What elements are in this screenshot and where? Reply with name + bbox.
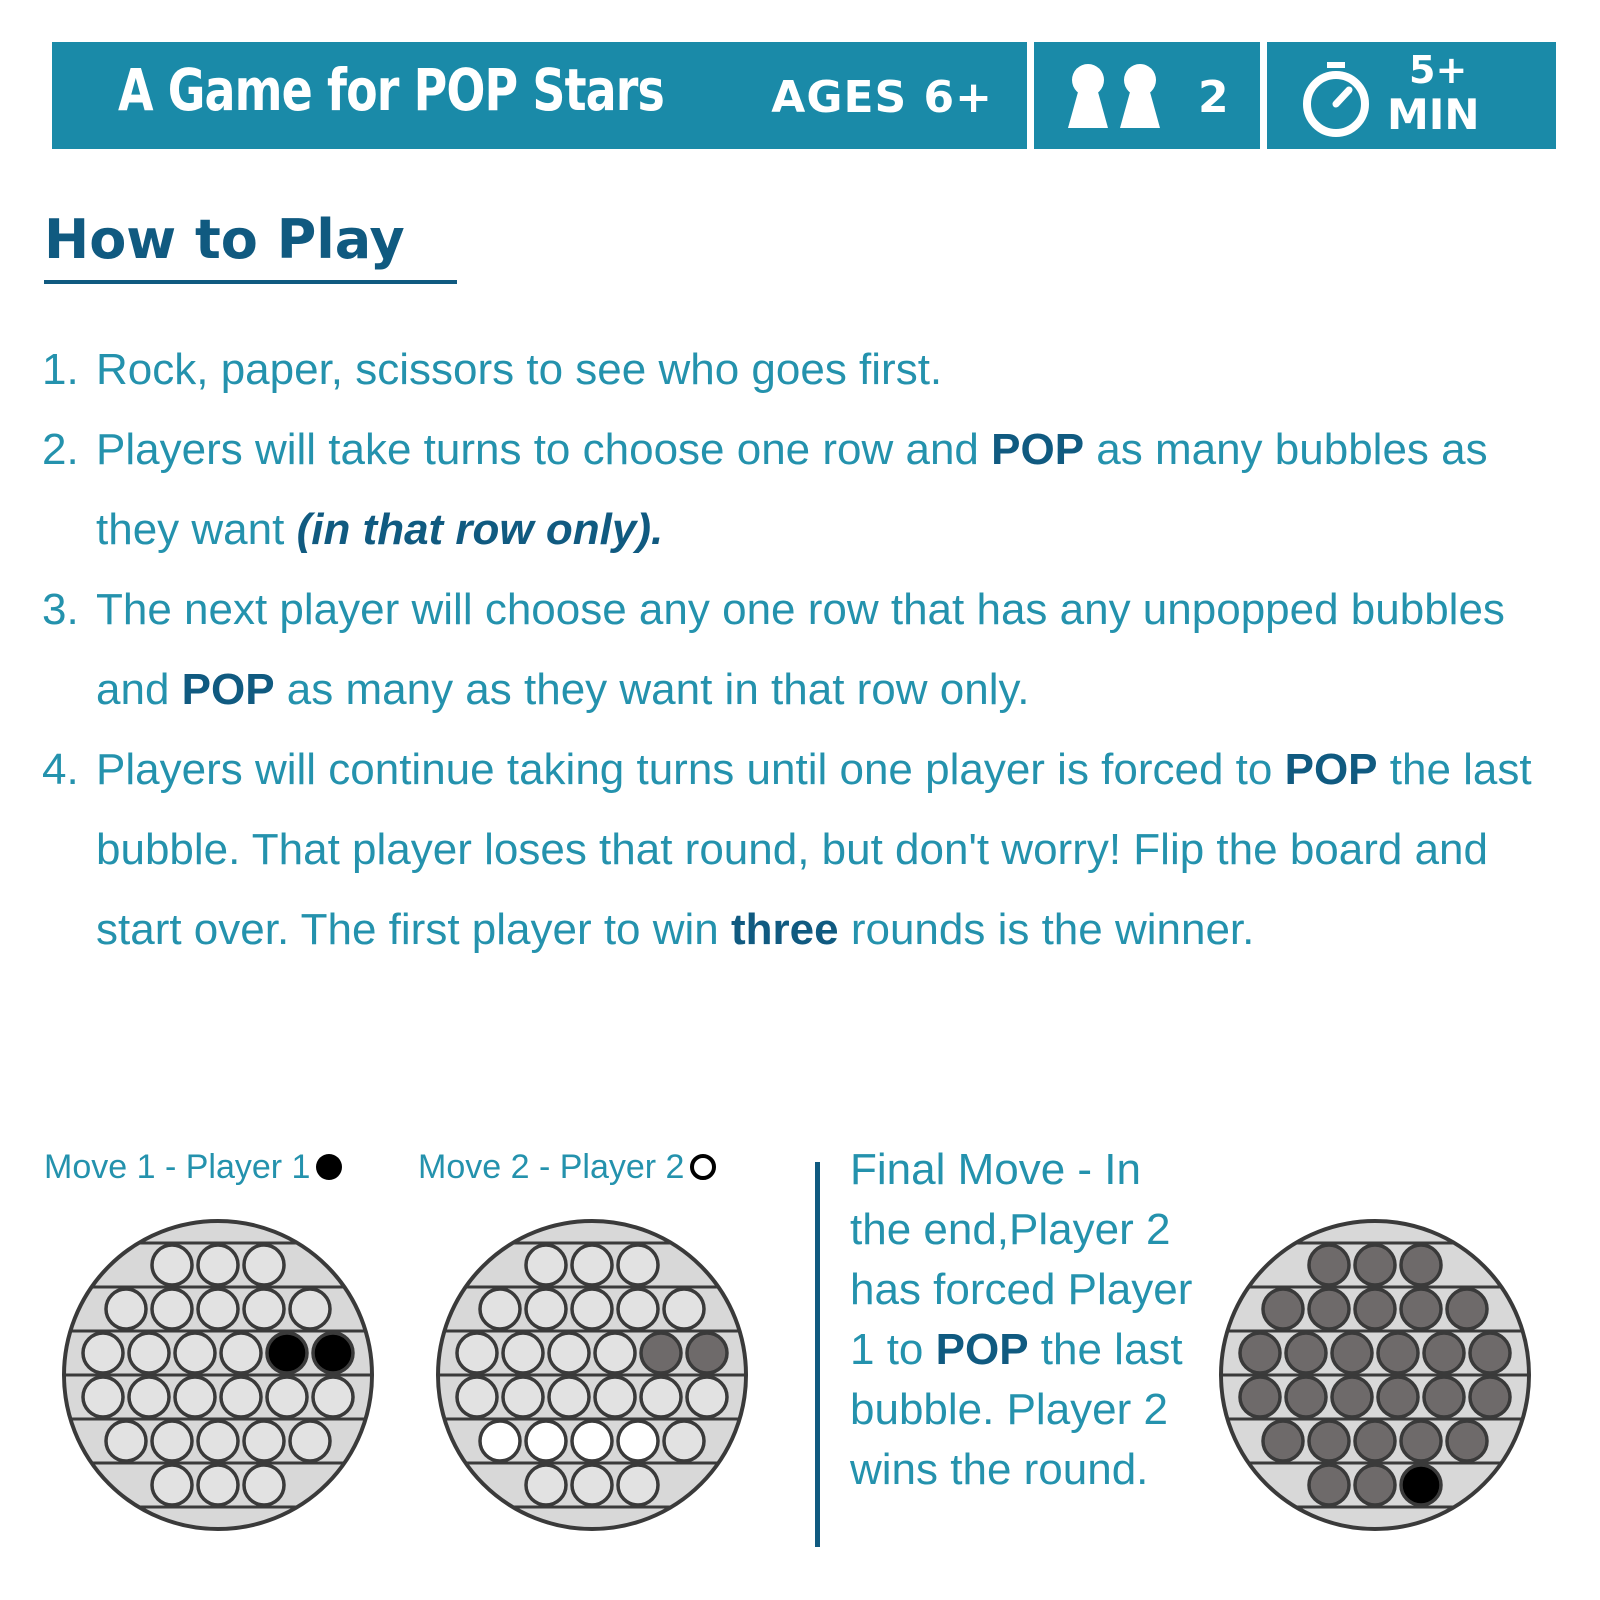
bubble-popped[interactable] <box>1355 1465 1395 1505</box>
bubble-unpopped[interactable] <box>106 1289 146 1329</box>
bubble-unpopped[interactable] <box>503 1377 543 1417</box>
how-to-play-title: How to Play <box>44 208 405 271</box>
final-move-text <box>850 1140 1200 1500</box>
bubble-popped[interactable] <box>641 1333 681 1373</box>
bubble-popped[interactable] <box>1355 1245 1395 1285</box>
bubble-unpopped[interactable] <box>526 1465 566 1505</box>
bubble-popped[interactable] <box>1309 1289 1349 1329</box>
bubble-unpopped[interactable] <box>618 1289 658 1329</box>
step-1 <box>42 330 1572 410</box>
bubble-popped[interactable] <box>1332 1377 1372 1417</box>
bubble-unpopped[interactable] <box>572 1245 612 1285</box>
bubble-unpopped[interactable] <box>313 1377 353 1417</box>
steps-list <box>42 330 1572 970</box>
bubble-unpopped[interactable] <box>129 1333 169 1373</box>
bubble-popped[interactable] <box>1447 1289 1487 1329</box>
bubble-popped[interactable] <box>1424 1377 1464 1417</box>
bubble-popped[interactable] <box>687 1333 727 1373</box>
bubble-popped-player-2[interactable] <box>618 1421 658 1461</box>
bubble-popped[interactable] <box>1286 1377 1326 1417</box>
step-text: Players will continue taking turns until one player is forced to <box>96 745 1285 794</box>
bubble-unpopped[interactable] <box>290 1421 330 1461</box>
bubble-popped-player-1[interactable] <box>267 1333 307 1373</box>
step-body <box>42 730 1572 970</box>
move-1-caption-text: Move 1 - Player 1 <box>44 1148 311 1186</box>
board-final <box>1215 1215 1535 1535</box>
step-text: Rock, paper, scissors to see who goes first. <box>96 345 943 394</box>
bubble-unpopped[interactable] <box>618 1465 658 1505</box>
bubble-unpopped[interactable] <box>664 1289 704 1329</box>
bubble-unpopped[interactable] <box>244 1465 284 1505</box>
player-1-black-dot-icon <box>316 1154 342 1180</box>
step-text: Players will take turns to choose one row and <box>96 425 992 474</box>
bubble-unpopped[interactable] <box>175 1377 215 1417</box>
bubble-unpopped[interactable] <box>618 1245 658 1285</box>
bubble-unpopped[interactable] <box>244 1421 284 1461</box>
bubble-unpopped[interactable] <box>267 1377 307 1417</box>
bubble-unpopped[interactable] <box>664 1421 704 1461</box>
bubble-unpopped[interactable] <box>129 1377 169 1417</box>
emphasis-text: POP <box>935 1325 1029 1374</box>
timer-icon <box>1297 60 1375 138</box>
bubble-popped[interactable] <box>1309 1421 1349 1461</box>
bubble-popped[interactable] <box>1401 1421 1441 1461</box>
step-text: the last bubble. That player loses that round, but don't worry! Flip the board and start over. The first player to win <box>96 745 1532 954</box>
bubble-unpopped[interactable] <box>198 1465 238 1505</box>
move-1-caption <box>44 1148 342 1187</box>
bubble-popped[interactable] <box>1286 1333 1326 1373</box>
bubble-popped-player-2[interactable] <box>572 1421 612 1461</box>
bubble-popped[interactable] <box>1470 1333 1510 1373</box>
time-unit: MIN <box>1387 90 1480 139</box>
step-number: 3. <box>42 585 79 634</box>
step-body <box>42 570 1572 730</box>
bubble-unpopped[interactable] <box>572 1289 612 1329</box>
step-number: 1. <box>42 345 79 394</box>
section-divider <box>815 1162 820 1547</box>
title-underline <box>44 280 457 284</box>
bubble-unpopped[interactable] <box>221 1333 261 1373</box>
emphasis-text: three <box>731 905 839 954</box>
bubble-popped[interactable] <box>1401 1289 1441 1329</box>
bubble-popped[interactable] <box>1309 1245 1349 1285</box>
players-icon <box>1064 62 1174 130</box>
bubble-unpopped[interactable] <box>244 1289 284 1329</box>
bubble-unpopped[interactable] <box>641 1377 681 1417</box>
bubble-popped[interactable] <box>1263 1289 1303 1329</box>
players-count: 2 <box>1198 72 1229 123</box>
step-number: 4. <box>42 745 79 794</box>
bubble-unpopped[interactable] <box>290 1289 330 1329</box>
bubble-unpopped[interactable] <box>480 1289 520 1329</box>
bubble-popped[interactable] <box>1309 1465 1349 1505</box>
italic-note: (in that row only). <box>296 505 664 554</box>
bubble-unpopped[interactable] <box>503 1333 543 1373</box>
move-2-caption <box>418 1148 716 1187</box>
bubble-popped-player-1[interactable] <box>313 1333 353 1373</box>
step-text: as many as they want in that row only. <box>274 665 1030 714</box>
bubble-unpopped[interactable] <box>244 1245 284 1285</box>
step-text: The next player will choose any one row that has any unpopped bubbles and <box>96 585 1505 714</box>
step-body <box>42 330 1572 410</box>
bubble-unpopped[interactable] <box>152 1421 192 1461</box>
bubble-popped[interactable] <box>1424 1333 1464 1373</box>
bubble-popped[interactable] <box>1240 1377 1280 1417</box>
bubble-unpopped[interactable] <box>175 1333 215 1373</box>
player-2-white-dot-icon <box>690 1154 716 1180</box>
step-number: 2. <box>42 425 79 474</box>
board-move-2 <box>432 1215 752 1535</box>
bubble-popped[interactable] <box>1447 1421 1487 1461</box>
emphasis-text: POP <box>1284 745 1378 794</box>
bubble-unpopped[interactable] <box>198 1289 238 1329</box>
bubble-popped-player-2[interactable] <box>526 1421 566 1461</box>
step-text: as many bubbles as they want <box>96 425 1488 554</box>
bubble-unpopped[interactable] <box>457 1333 497 1373</box>
emphasis-text: POP <box>181 665 275 714</box>
bubble-popped[interactable] <box>1355 1289 1395 1329</box>
bubble-unpopped[interactable] <box>198 1245 238 1285</box>
step-text: rounds is the winner. <box>838 905 1255 954</box>
step-body <box>42 410 1572 570</box>
bubble-popped[interactable] <box>1378 1377 1418 1417</box>
bubble-unpopped[interactable] <box>106 1421 146 1461</box>
time-banner <box>1267 42 1556 149</box>
bubble-unpopped[interactable] <box>83 1377 123 1417</box>
bubble-unpopped[interactable] <box>526 1245 566 1285</box>
step-text: Final Move - In the end,Player 2 has forced Player 1 to <box>850 1145 1193 1374</box>
bubble-unpopped[interactable] <box>221 1377 261 1417</box>
step-text: the last bubble. Player 2 wins the round. <box>850 1325 1183 1494</box>
bubble-unpopped[interactable] <box>152 1465 192 1505</box>
emphasis-text: POP <box>991 425 1085 474</box>
step-2 <box>42 410 1572 570</box>
bubble-popped-player-1[interactable] <box>1401 1465 1441 1505</box>
bubble-popped[interactable] <box>1401 1245 1441 1285</box>
bubble-popped[interactable] <box>1332 1333 1372 1373</box>
move-2-caption-text: Move 2 - Player 2 <box>418 1148 685 1186</box>
board-move-1 <box>58 1215 378 1535</box>
bubble-popped[interactable] <box>1355 1421 1395 1461</box>
bubble-unpopped[interactable] <box>152 1289 192 1329</box>
bubble-unpopped[interactable] <box>595 1333 635 1373</box>
step-3 <box>42 570 1572 730</box>
bubble-unpopped[interactable] <box>198 1421 238 1461</box>
bubble-unpopped[interactable] <box>457 1377 497 1417</box>
time-number: 5+ <box>1409 48 1468 92</box>
ages-label: AGES 6+ <box>771 72 993 123</box>
bubble-unpopped[interactable] <box>572 1465 612 1505</box>
bubble-unpopped[interactable] <box>549 1377 589 1417</box>
bubble-unpopped[interactable] <box>152 1245 192 1285</box>
bubble-popped[interactable] <box>1470 1377 1510 1417</box>
bubble-popped-player-2[interactable] <box>480 1421 520 1461</box>
bubble-unpopped[interactable] <box>687 1377 727 1417</box>
bubble-unpopped[interactable] <box>83 1333 123 1373</box>
bubble-popped[interactable] <box>1240 1333 1280 1373</box>
bubble-unpopped[interactable] <box>549 1333 589 1373</box>
step-4 <box>42 730 1572 970</box>
bubble-popped[interactable] <box>1378 1333 1418 1373</box>
bubble-unpopped[interactable] <box>595 1377 635 1417</box>
bubble-unpopped[interactable] <box>526 1289 566 1329</box>
title-banner <box>52 42 1027 149</box>
game-title: A Game for POP Stars <box>118 56 664 124</box>
bubble-popped[interactable] <box>1263 1421 1303 1461</box>
players-banner <box>1034 42 1260 149</box>
